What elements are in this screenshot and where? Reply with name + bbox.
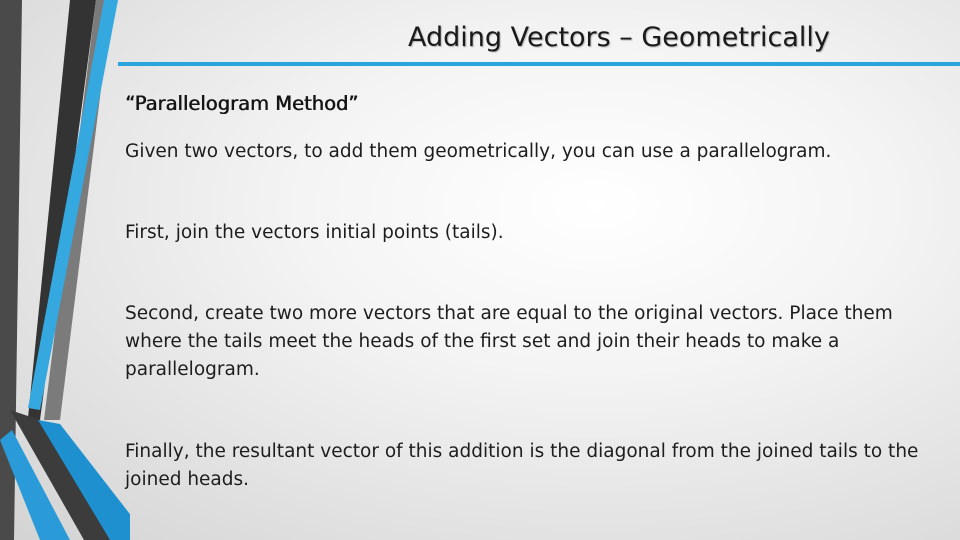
paragraph-2: First, join the vectors initial points (tails). xyxy=(125,222,504,243)
subheading: “Parallelogram Method” xyxy=(125,92,359,115)
title-underline xyxy=(118,62,960,66)
paragraph-3: Second, create two more vectors that are equal to the original vectors. Place them where the tails meet the heads of the first set and join their heads to make a parallelogram. xyxy=(125,303,893,380)
paragraph-1: Given two vectors, to add them geometrically, you can use a parallelogram. xyxy=(125,141,832,162)
slide-title: Adding Vectors – Geometrically xyxy=(408,22,830,53)
content-area xyxy=(125,92,940,115)
paragraph-4: Finally, the resultant vector of this addition is the diagonal from the joined tails to the joined heads. xyxy=(125,441,919,490)
decorative-side-stripes xyxy=(0,0,130,540)
